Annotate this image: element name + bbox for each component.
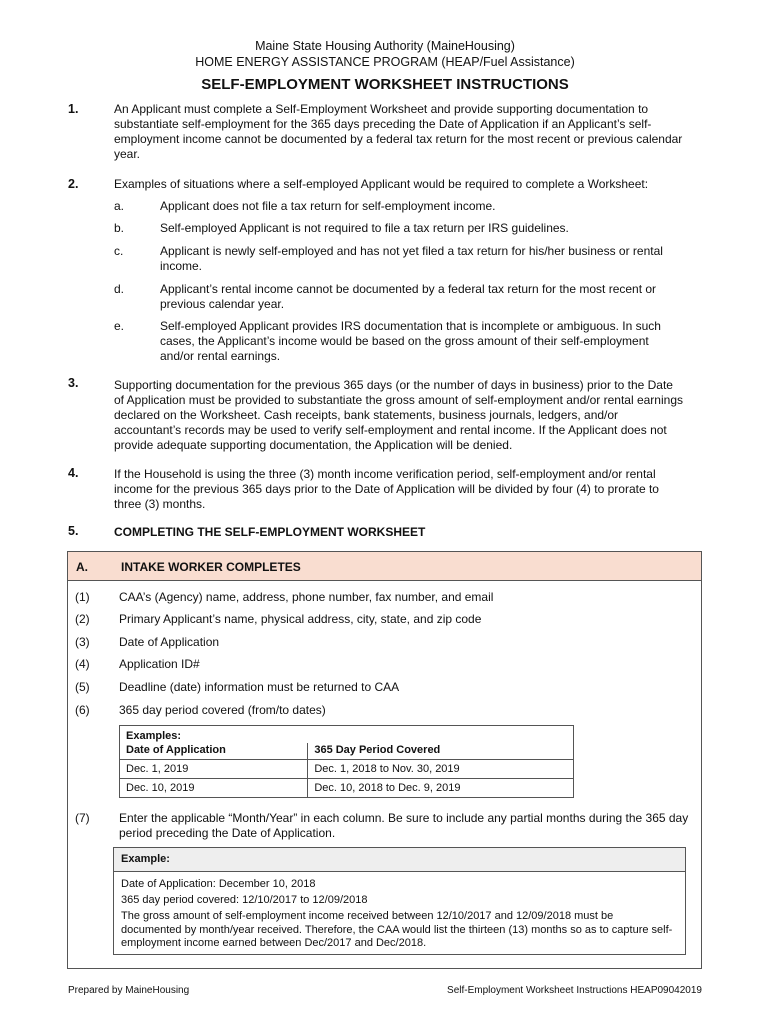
sub-item-letter: e. bbox=[114, 319, 125, 333]
examples-label: Examples: bbox=[120, 726, 574, 744]
example-line: Date of Application: December 10, 2018 bbox=[121, 878, 316, 890]
row-text: CAA’s (Agency) name, address, phone number, fax number, and email bbox=[119, 590, 494, 604]
item-text: Examples of situations where a self-employed Applicant would be required to complete a Worksheet: bbox=[114, 177, 649, 191]
row-number: (4) bbox=[75, 657, 90, 671]
example-box bbox=[113, 847, 686, 955]
row-text: Primary Applicant’s name, physical address, city, state, and zip code bbox=[119, 612, 482, 626]
sub-item-text: Self-employed Applicant is not required to file a tax return per IRS guidelines. bbox=[160, 221, 569, 235]
table-row bbox=[120, 760, 574, 779]
sub-item-letter: d. bbox=[114, 282, 125, 296]
item-number: 4. bbox=[68, 466, 79, 480]
row-text: Deadline (date) information must be returned to CAA bbox=[119, 680, 400, 694]
footer-right: Self-Employment Worksheet Instructions HEAP09042019 bbox=[447, 985, 702, 996]
row-number: (5) bbox=[75, 680, 90, 694]
row-number: (7) bbox=[75, 811, 90, 825]
page-title: SELF-EMPLOYMENT WORKSHEET INSTRUCTIONS bbox=[201, 76, 569, 93]
row-text: Date of Application bbox=[119, 635, 220, 649]
column-header-period: 365 Day Period Covered bbox=[308, 743, 574, 760]
row-text: Application ID# bbox=[119, 657, 200, 671]
row-number: (1) bbox=[75, 590, 90, 604]
row-number: (2) bbox=[75, 612, 90, 626]
column-header-date: Date of Application bbox=[120, 743, 308, 760]
example-line: 365 day period covered: 12/10/2017 to 12/09/2018 bbox=[121, 894, 368, 906]
sub-item-text: Applicant’s rental income cannot be documented by a federal tax return for the most recent or previous calendar year. bbox=[160, 282, 657, 311]
table-cell: Dec. 1, 2018 to Nov. 30, 2019 bbox=[308, 760, 574, 779]
table-cell: Dec. 10, 2018 to Dec. 9, 2019 bbox=[308, 779, 574, 798]
sub-item-letter: b. bbox=[114, 221, 125, 235]
header-agency: Maine State Housing Authority (MaineHousing) bbox=[255, 39, 515, 53]
item-number: 3. bbox=[68, 376, 79, 390]
item-number: 2. bbox=[68, 177, 79, 191]
sub-item-letter: c. bbox=[114, 244, 124, 258]
item-text: If the Household is using the three (3) month income verification period, self-employment and/or rental income for the previous 365 days prior to the Date of Application will be divided by four (4) to prorate to three (3) months. bbox=[114, 467, 659, 511]
sub-item-text: Self-employed Applicant provides IRS documentation that is incomplete or ambiguous. In such cases, the Applicant’s income would be based on the gross amount of their self-employment and/or rental earnings. bbox=[160, 319, 661, 363]
footer-left: Prepared by MaineHousing bbox=[68, 985, 190, 996]
examples-table bbox=[119, 725, 574, 798]
example-paragraph: The gross amount of self-employment income received between 12/10/2017 and 12/09/2018 must be documented by month/year received. Therefore, the CAA would list the thirteen (13) months so as to capture self-employment income earned between Dec/2017 and Dec/2018. bbox=[121, 910, 673, 949]
table-cell: Dec. 10, 2019 bbox=[120, 779, 308, 798]
row-text: Enter the applicable “Month/Year” in each column. Be sure to include any partial months during the 365 day period preceding the Date of Application. bbox=[119, 811, 689, 840]
table-cell: Dec. 1, 2019 bbox=[120, 760, 308, 779]
item-number: 1. bbox=[68, 102, 79, 116]
table-row bbox=[120, 779, 574, 798]
item-text: Supporting documentation for the previous 365 days (or the number of days in business) prior to the Date of Application must be provided to substantiate the gross amount of self-employment and/or rental earnings declared on the Worksheet. Cash receipts, bank statements, business journals, ledgers, and/or accountant’s records may be used to verify self-employment and rental income. If the Applicant does not provide adequate supporting documentation, the Application will be denied. bbox=[114, 378, 683, 452]
section-a-header bbox=[67, 551, 702, 581]
example-box-header bbox=[114, 848, 685, 872]
sub-item-text: Applicant does not file a tax return for self-employment income. bbox=[160, 199, 496, 213]
example-label: Example: bbox=[121, 853, 170, 865]
sub-item-letter: a. bbox=[114, 199, 125, 213]
row-number: (3) bbox=[75, 635, 90, 649]
sub-item-text: Applicant is newly self-employed and has not yet filed a tax return for his/her business or rental income. bbox=[160, 244, 663, 273]
item-text: An Applicant must complete a Self-Employment Worksheet and provide supporting documentation to substantiate self-employment for the 365 days preceding the Date of Application if an Applicant’s self-employment income cannot be documented by a federal tax return for the most recent or previous calendar year. bbox=[114, 102, 683, 161]
row-text: 365 day period covered (from/to dates) bbox=[119, 703, 326, 717]
item-number: 5. bbox=[68, 524, 79, 538]
section-heading: COMPLETING THE SELF-EMPLOYMENT WORKSHEET bbox=[114, 525, 426, 539]
section-a-letter: A. bbox=[76, 560, 88, 574]
row-number: (6) bbox=[75, 703, 90, 717]
header-program: HOME ENERGY ASSISTANCE PROGRAM (HEAP/Fuel Assistance) bbox=[195, 55, 575, 69]
section-a-title: INTAKE WORKER COMPLETES bbox=[121, 560, 301, 574]
